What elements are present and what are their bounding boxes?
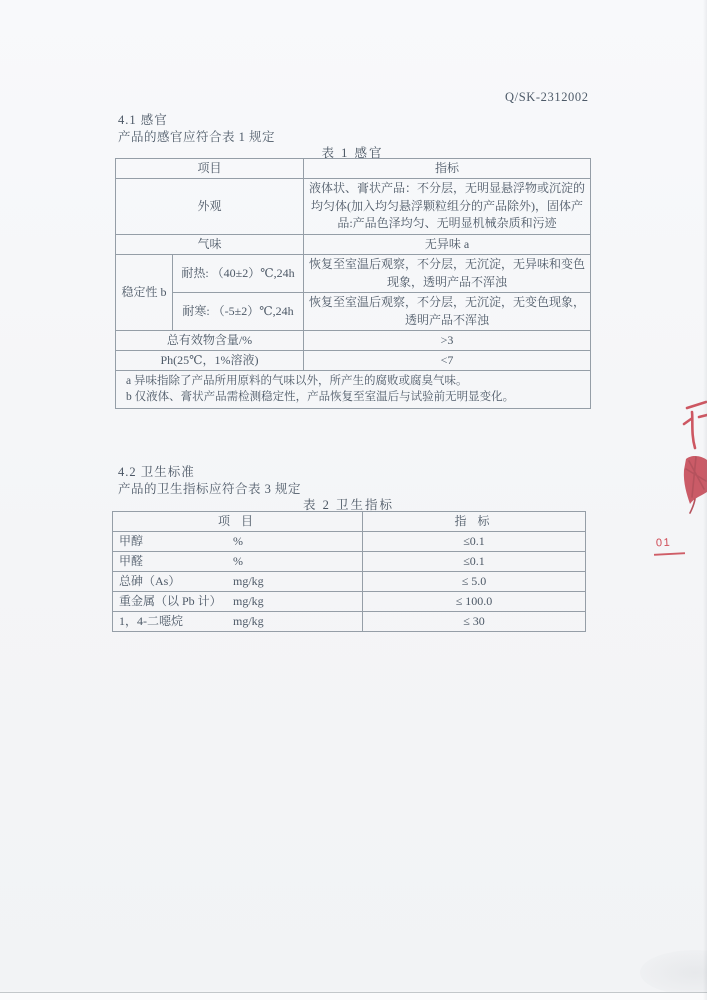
table2-title: 表 2 卫生指标 bbox=[302, 498, 394, 512]
ph-label: Ph(25℃，1%溶液) bbox=[116, 351, 304, 371]
hygiene-item: 重金属（以 Pb 计） mg/kg bbox=[113, 592, 363, 612]
page-bottom-margin bbox=[0, 993, 707, 1000]
table-hygiene bbox=[112, 511, 586, 632]
hygiene-item: 总砷（As） mg/kg bbox=[113, 572, 363, 592]
table-sensory bbox=[115, 158, 591, 409]
table-row bbox=[113, 612, 586, 632]
section-intro-sensory: 产品的感官应符合表 1 规定 bbox=[118, 130, 276, 144]
cold-label: 耐寒: （-5±2）℃,24h bbox=[173, 293, 304, 331]
hygiene-limit: ≤ 30 bbox=[363, 612, 586, 632]
hygiene-limit: ≤0.1 bbox=[363, 532, 586, 552]
table-row bbox=[116, 293, 591, 331]
odor-label: 气味 bbox=[116, 235, 304, 255]
cold-value: 恢复至室温后观察，不分层，无沉淀，无变色现象，透明产品不浑浊 bbox=[304, 293, 591, 331]
active-content-value: >3 bbox=[304, 331, 591, 351]
hygiene-unit: mg/kg bbox=[233, 614, 264, 628]
heat-label: 耐热: （40±2）℃,24h bbox=[173, 255, 304, 293]
hygiene-item: 1，4-二噁烷 mg/kg bbox=[113, 612, 363, 632]
hygiene-item: 甲醇 % bbox=[113, 532, 363, 552]
footnote-a: a 异味指除了产品所用原料的气味以外，所产生的腐败或腐臭气味。 bbox=[126, 375, 468, 387]
ph-value: <7 bbox=[304, 351, 591, 371]
appearance-value: 液体状、膏状产品：不分层，无明显悬浮物或沉淀的均匀体(加入均匀悬浮颗粒组分的产品除外)，固体产品:产品色泽均匀、无明显机械杂质和污迹 bbox=[304, 179, 591, 235]
table-row bbox=[113, 592, 586, 612]
section-intro-hygiene: 产品的卫生指标应符合表 3 规定 bbox=[118, 482, 302, 496]
table-row bbox=[113, 552, 586, 572]
table1-header-spec: 指标 bbox=[304, 159, 591, 179]
red-stamp-fragment-icon bbox=[640, 395, 707, 565]
table-row bbox=[116, 179, 591, 235]
heat-value: 恢复至室温后观察，不分层，无沉淀，无异味和变色现象，透明产品不浑浊 bbox=[304, 255, 591, 293]
table-row bbox=[116, 159, 591, 179]
table2-header-spec: 指 标 bbox=[363, 512, 586, 532]
table1-title: 表 1 感官 bbox=[321, 146, 384, 160]
hygiene-unit: mg/kg bbox=[233, 574, 264, 588]
document-number: Q/SK-2312002 bbox=[505, 90, 589, 104]
hygiene-unit: mg/kg bbox=[233, 594, 264, 608]
table2-header-item: 项 目 bbox=[113, 512, 363, 532]
table-row bbox=[116, 235, 591, 255]
table-row bbox=[113, 532, 586, 552]
hygiene-limit: ≤ 5.0 bbox=[363, 572, 586, 592]
red-stamp-number: 01 bbox=[655, 536, 672, 550]
table-row bbox=[116, 371, 591, 409]
table-row bbox=[116, 255, 591, 293]
active-content-label: 总有效物含量/% bbox=[116, 331, 304, 351]
table-row bbox=[113, 572, 586, 592]
page-right-shadow bbox=[703, 0, 707, 1000]
hygiene-limit: ≤ 100.0 bbox=[363, 592, 586, 612]
table-row bbox=[116, 331, 591, 351]
appearance-label: 外观 bbox=[116, 179, 304, 235]
footnote-b: b 仅液体、膏状产品需检测稳定性，产品恢复至室温后与试验前无明显变化。 bbox=[126, 391, 515, 403]
table-row bbox=[113, 512, 586, 532]
section-heading-sensory: 4.1 感官 bbox=[118, 113, 168, 127]
table1-header-item: 项目 bbox=[116, 159, 304, 179]
stability-label: 稳定性 b bbox=[116, 255, 173, 331]
table1-footnotes bbox=[116, 371, 591, 409]
scan-smudge bbox=[640, 950, 707, 995]
hygiene-item: 甲醛 % bbox=[113, 552, 363, 572]
hygiene-unit: % bbox=[233, 554, 243, 568]
section-heading-hygiene: 4.2 卫生标准 bbox=[118, 465, 195, 479]
hygiene-unit: % bbox=[233, 534, 243, 548]
hygiene-limit: ≤0.1 bbox=[363, 552, 586, 572]
odor-value: 无异味 a bbox=[304, 235, 591, 255]
table-row bbox=[116, 351, 591, 371]
